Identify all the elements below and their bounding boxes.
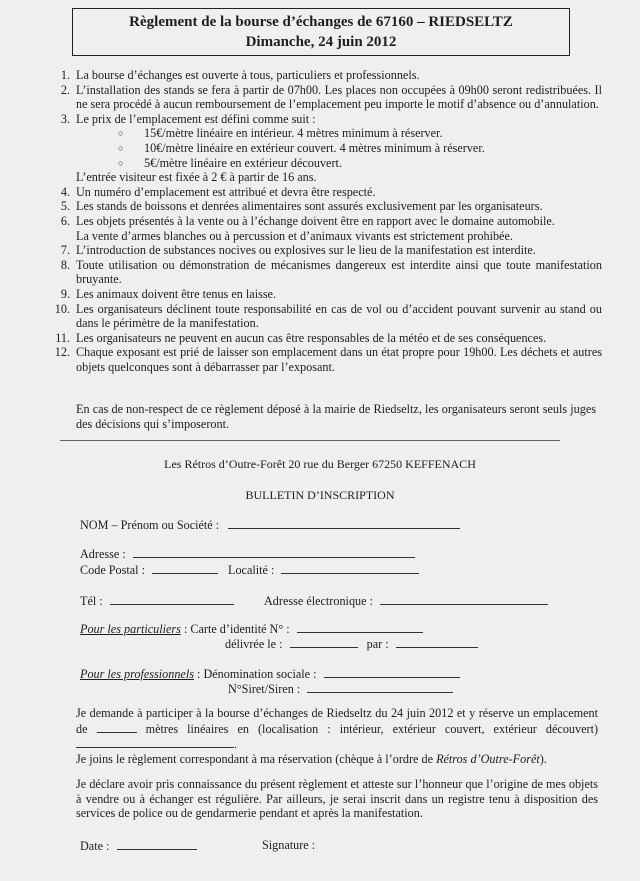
rule-item: 11. Les organisateurs ne peuvent en aucun cas être responsables de la météo et de ses conséquences. bbox=[55, 330, 547, 345]
rule-item: 7. L’introduction de substances nocives ou explosives sur le lieu de la manifestation est interdite. bbox=[60, 243, 536, 258]
document-date: Dimanche, 24 juin 2012 bbox=[245, 34, 397, 50]
circle-bullet-icon: ○ bbox=[118, 157, 124, 168]
id-card-input-line[interactable] bbox=[297, 621, 423, 633]
rule-item: 1. La bourse d’échanges est ouverte à tous, particuliers et professionnels. bbox=[60, 68, 420, 82]
closing-paragraph: En cas de non-respect de ce règlement déposé à la mairie de Riedseltz, les organisateurs seront seuls juges des décisions qui s’imposeront. bbox=[76, 402, 596, 431]
phone-input-line[interactable] bbox=[110, 593, 234, 605]
email-field bbox=[264, 593, 548, 609]
rule-item: 8. Toute utilisation ou démonstration de mécanismes dangereux est interdite ainsi que toute manifestation bruyante. bbox=[60, 257, 602, 287]
name-label: NOM – Prénom ou Société : bbox=[80, 518, 220, 532]
rule-item: 4. Un numéro d’emplacement est attribué et devra être respecté. bbox=[60, 184, 376, 199]
signature-field bbox=[262, 838, 315, 853]
length-input-line[interactable] bbox=[97, 721, 137, 733]
date-field bbox=[80, 838, 197, 854]
address-field bbox=[80, 546, 415, 562]
company-name-label: : Dénomination sociale : bbox=[197, 667, 317, 681]
issued-date-input-line[interactable] bbox=[290, 636, 358, 648]
payment-text: Je joins le règlement correspondant à ma réservation (chèque à l’ordre de bbox=[76, 751, 434, 766]
price-item: ○ 10€/mètre linéaire en extérieur couvert. 4 mètres minimum à réserver. bbox=[118, 140, 485, 155]
address-label: Adresse : bbox=[80, 547, 126, 561]
issued-by-input-line[interactable] bbox=[396, 636, 478, 648]
locality-field bbox=[228, 562, 419, 578]
postal-code-label: Code Postal : bbox=[80, 563, 146, 577]
locality-label: Localité : bbox=[228, 563, 275, 577]
address-input-line[interactable] bbox=[133, 546, 415, 558]
declaration-paragraph: Je déclare avoir pris connaissance du présent règlement et atteste sur l’honneur que l’origine de mes objets à vendre ou à échanger est régulière. Par ailleurs, je serai inscrit dans un registre tenu à disposition des services de police ou de gendarmerie pendant et après la manifestation. bbox=[76, 777, 598, 821]
phone-label: Tél : bbox=[80, 594, 103, 608]
signature-label: Signature : bbox=[262, 838, 316, 852]
circle-bullet-icon: ○ bbox=[118, 128, 124, 139]
rule-item: 6. Les objets présentés à la vente ou à l’échange doivent être en rapport avec le domaine automobile. La vente d’armes blanches ou à percussion et d’animaux vivants est strictement prohibée. bbox=[60, 213, 555, 243]
siret-input-line[interactable] bbox=[307, 681, 453, 693]
price-item: ○ 15€/mètre linéaire en intérieur. 4 mètres minimum à réserver. bbox=[118, 126, 443, 141]
rule-item: 12. Chaque exposant est prié de laisser son emplacement dans un état propre pour 19h00. Les déchets et autres objets quelconques sont à débarrasser par l’exposant. bbox=[54, 345, 602, 374]
divider bbox=[60, 440, 560, 441]
date-input-line[interactable] bbox=[117, 838, 197, 850]
professionals-label: Pour les professionnels bbox=[80, 667, 194, 681]
locality-input-line[interactable] bbox=[281, 562, 419, 574]
email-input-line[interactable] bbox=[380, 593, 548, 605]
title-box bbox=[72, 8, 570, 56]
company-name-input-line[interactable] bbox=[324, 666, 460, 678]
issued-field bbox=[225, 636, 478, 652]
id-card-field bbox=[80, 621, 423, 637]
phone-field bbox=[80, 593, 234, 609]
email-label: Adresse électronique : bbox=[264, 594, 373, 608]
postal-code-field bbox=[80, 562, 218, 578]
name-input-line[interactable] bbox=[228, 517, 460, 529]
association-address: Les Rétros d’Outre-Forêt 20 rue du Berger 67250 KEFFENACH bbox=[164, 457, 476, 471]
rule-item: 9. Les animaux doivent être tenus en laisse. bbox=[60, 286, 277, 301]
individuals-label: Pour les particuliers bbox=[80, 622, 181, 636]
siret-label: N°Siret/Siren : bbox=[228, 682, 301, 696]
postal-code-input-line[interactable] bbox=[152, 562, 218, 574]
issued-by-label: par : bbox=[366, 637, 389, 651]
company-name-field bbox=[80, 666, 460, 682]
rule-item: 10. Les organisateurs déclinent toute responsabilité en cas de vol ou d’accident pouvant survenir au stand ou dans le périmètre de la manifestation. bbox=[54, 301, 602, 331]
rules-list bbox=[54, 68, 602, 374]
payee-name: Rétros d’Outre-Forêt bbox=[436, 751, 540, 766]
visitor-fee: L’entrée visiteur est fixée à 2 € à partir de 16 ans. bbox=[76, 170, 317, 185]
siret-field bbox=[228, 681, 453, 697]
rule-item: 3. Le prix de l’emplacement est défini comme suit : bbox=[60, 111, 316, 126]
location-input-line[interactable] bbox=[76, 736, 234, 748]
name-field bbox=[80, 517, 460, 533]
rule-item: 2. L’installation des stands se fera à partir de 07h00. Les places non occupées à 09h00 seront redistribuées. Il ne sera procédé à aucun remboursement de l’emplacement peu importe le motif d’absence ou d’annulation. bbox=[60, 82, 602, 112]
participation-paragraph: Je demande à participer à la bourse d’échanges de Riedseltz du 24 juin 2012 et y réserve un emplacement de mètres linéaires en (localisation : intérieur, extérieur couvert, extérieur découvert) . Je joins le règlement correspondant à ma réservation (chèque à l’ordre de Rétros d’Outre-Forêt). bbox=[76, 706, 599, 766]
rule-item: 5. Les stands de boissons et denrées alimentaires sont assurés exclusivement par les organisateurs. bbox=[60, 199, 543, 214]
issued-date-label: délivrée le : bbox=[225, 637, 283, 651]
form-heading: BULLETIN D’INSCRIPTION bbox=[245, 488, 395, 502]
id-card-label: : Carte d’identité N° : bbox=[183, 622, 290, 636]
document-title: Règlement de la bourse d’échanges de 67160 – RIEDSELTZ bbox=[129, 14, 513, 30]
circle-bullet-icon: ○ bbox=[118, 142, 124, 153]
price-item: ○ 5€/mètre linéaire en extérieur découvert. bbox=[118, 155, 342, 170]
date-label: Date : bbox=[80, 839, 110, 853]
